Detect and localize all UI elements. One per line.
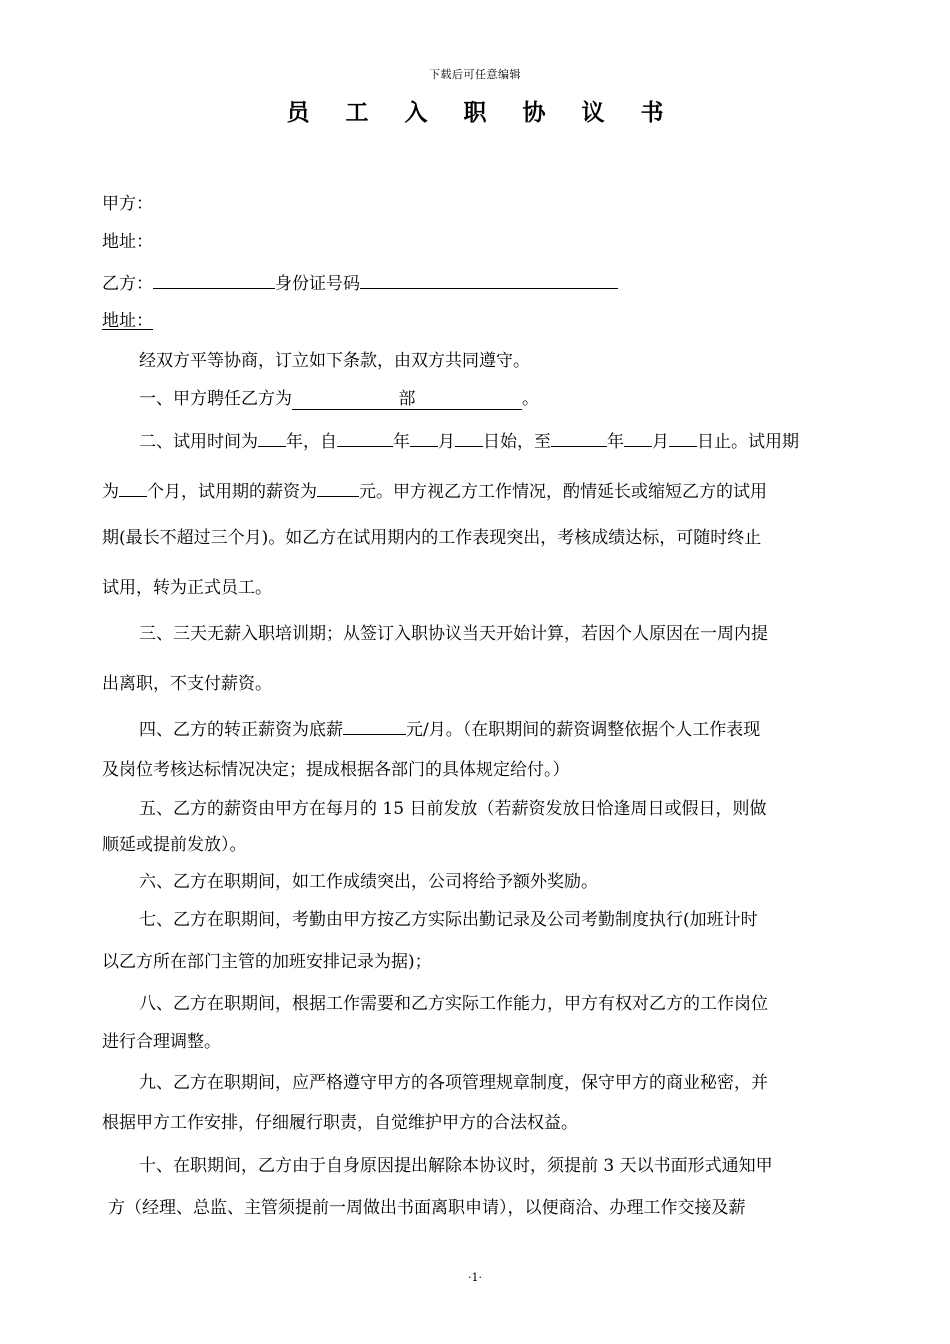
clause-7-line-2 (102, 951, 858, 973)
clause-8-line-2 (102, 1031, 858, 1053)
blank (669, 428, 697, 447)
department-blank: 部 (292, 389, 522, 410)
clause-3-line-1 (139, 623, 895, 645)
clause-6-text: 六、乙方在职期间，如工作成绩突出，公司将给予额外奖励。 (139, 872, 598, 892)
clause-2-line-4 (102, 577, 858, 599)
party-b-name-blank (153, 270, 275, 289)
clause-2-text: 年 (393, 432, 410, 452)
clause-8-text: 八、乙方在职期间，根据工作需要和乙方实际工作能力，甲方有权对乙方的工作岗位 (139, 994, 768, 1014)
clause-3-line-2 (102, 673, 858, 695)
clause-2-text: 元。甲方视乙方工作情况，酌情延长或缩短乙方的试用 (359, 482, 767, 502)
party-a-label: 甲方： (102, 194, 153, 214)
clause-1 (139, 388, 895, 410)
blank (258, 428, 286, 447)
clause-5-line-1 (139, 798, 895, 820)
clause-8-text: 进行合理调整。 (102, 1032, 221, 1052)
clause-2-text: 试用，转为正式员工。 (102, 578, 272, 598)
clause-1-text-b: 。 (522, 389, 539, 409)
clause-1-text-a: 一、甲方聘任乙方为 (139, 389, 292, 409)
clause-4-line-2 (102, 759, 858, 781)
blank (317, 478, 359, 497)
clause-4-text: 四、乙方的转正薪资为底薪 (139, 720, 343, 740)
blank (624, 428, 652, 447)
clause-6 (139, 871, 895, 893)
clause-7-text: 七、乙方在职期间，考勤由甲方按乙方实际出勤记录及公司考勤制度执行(加班计时 (139, 910, 758, 930)
clause-9-text: 九、乙方在职期间，应严格遵守甲方的各项管理规章制度，保守甲方的商业秘密，并 (139, 1073, 768, 1093)
clause-2-text: 日止。试用期 (697, 432, 799, 452)
clause-2-text: 年 (607, 432, 624, 452)
document-title: 员 工 入 职 协 议 书 (286, 99, 678, 126)
clause-4-line-1 (139, 716, 895, 741)
clause-2-line-1 (139, 428, 895, 453)
intro-paragraph (139, 350, 895, 372)
clause-9-line-1 (139, 1072, 895, 1094)
blank (119, 478, 147, 497)
party-b-label: 乙方： (102, 274, 153, 294)
blank (410, 428, 438, 447)
clause-5-text: 五、乙方的薪资由甲方在每月的 15 日前发放（若薪资发放日恰逢周日或假日，则做 (139, 799, 767, 819)
clause-2-text: 二、试用时间为 (139, 432, 258, 452)
address-a-line (102, 231, 153, 253)
clause-2-text: 个月，试用期的薪资为 (147, 482, 317, 502)
clause-9-line-2 (102, 1112, 858, 1134)
party-a-line (102, 193, 153, 215)
clause-10-line-1 (139, 1155, 895, 1177)
clause-10-text: 十、在职期间，乙方由于自身原因提出解除本协议时，须提前 3 天以书面形式通知甲 (139, 1156, 773, 1176)
clause-7-text: 以乙方所在部门主管的加班安排记录为据)； (102, 952, 432, 972)
clause-4-text: 元/月。（在职期间的薪资调整依据个人工作表现 (406, 720, 761, 740)
clause-2-text: 期(最长不超过三个月)。如乙方在试用期内的工作表现突出，考核成绩达标，可随时终止 (102, 528, 762, 548)
party-b-line (102, 270, 618, 295)
clause-9-text: 根据甲方工作安排，仔细履行职责，自觉维护甲方的合法权益。 (102, 1113, 578, 1133)
blank (455, 428, 483, 447)
clause-2-line-2 (102, 478, 858, 503)
address-b-label: 地址： (102, 311, 153, 331)
clause-5-line-2 (102, 834, 858, 856)
clause-10-text: 方（经理、总监、主管须提前一周做出书面离职申请），以便商洽、办理工作交接及薪 (108, 1198, 746, 1218)
base-salary-blank (343, 716, 406, 735)
clause-2-text: 月 (652, 432, 669, 452)
id-number-blank (360, 270, 618, 289)
clause-2-line-3 (102, 527, 858, 549)
blank (337, 428, 393, 447)
clause-4-text: 及岗位考核达标情况决定；提成根据各部门的具体规定给付。） (102, 760, 570, 780)
clause-2-text: 月 (438, 432, 455, 452)
clause-3-text: 三、三天无薪入职培训期；从签订入职协议当天开始计算，若因个人原因在一周内提 (139, 624, 768, 644)
clause-8-line-1 (139, 993, 895, 1015)
address-a-label: 地址： (102, 232, 153, 252)
clause-7-line-1 (139, 909, 895, 931)
clause-5-text: 顺延或提前发放）。 (102, 835, 247, 855)
clause-2-text: 日始，至 (483, 432, 551, 452)
address-b-line (102, 310, 157, 332)
header-note: 下载后可任意编辑 (429, 68, 521, 81)
clause-2-text: 为 (102, 482, 119, 502)
clause-2-text: 年，自 (286, 432, 337, 452)
id-number-label: 身份证号码 (275, 274, 360, 294)
blank (551, 428, 607, 447)
intro-text: 经双方平等协商，订立如下条款，由双方共同遵守。 (139, 351, 530, 371)
page-number: ·1· (468, 1271, 482, 1284)
clause-10-line-2 (108, 1197, 864, 1219)
clause-3-text: 出离职，不支付薪资。 (102, 674, 272, 694)
